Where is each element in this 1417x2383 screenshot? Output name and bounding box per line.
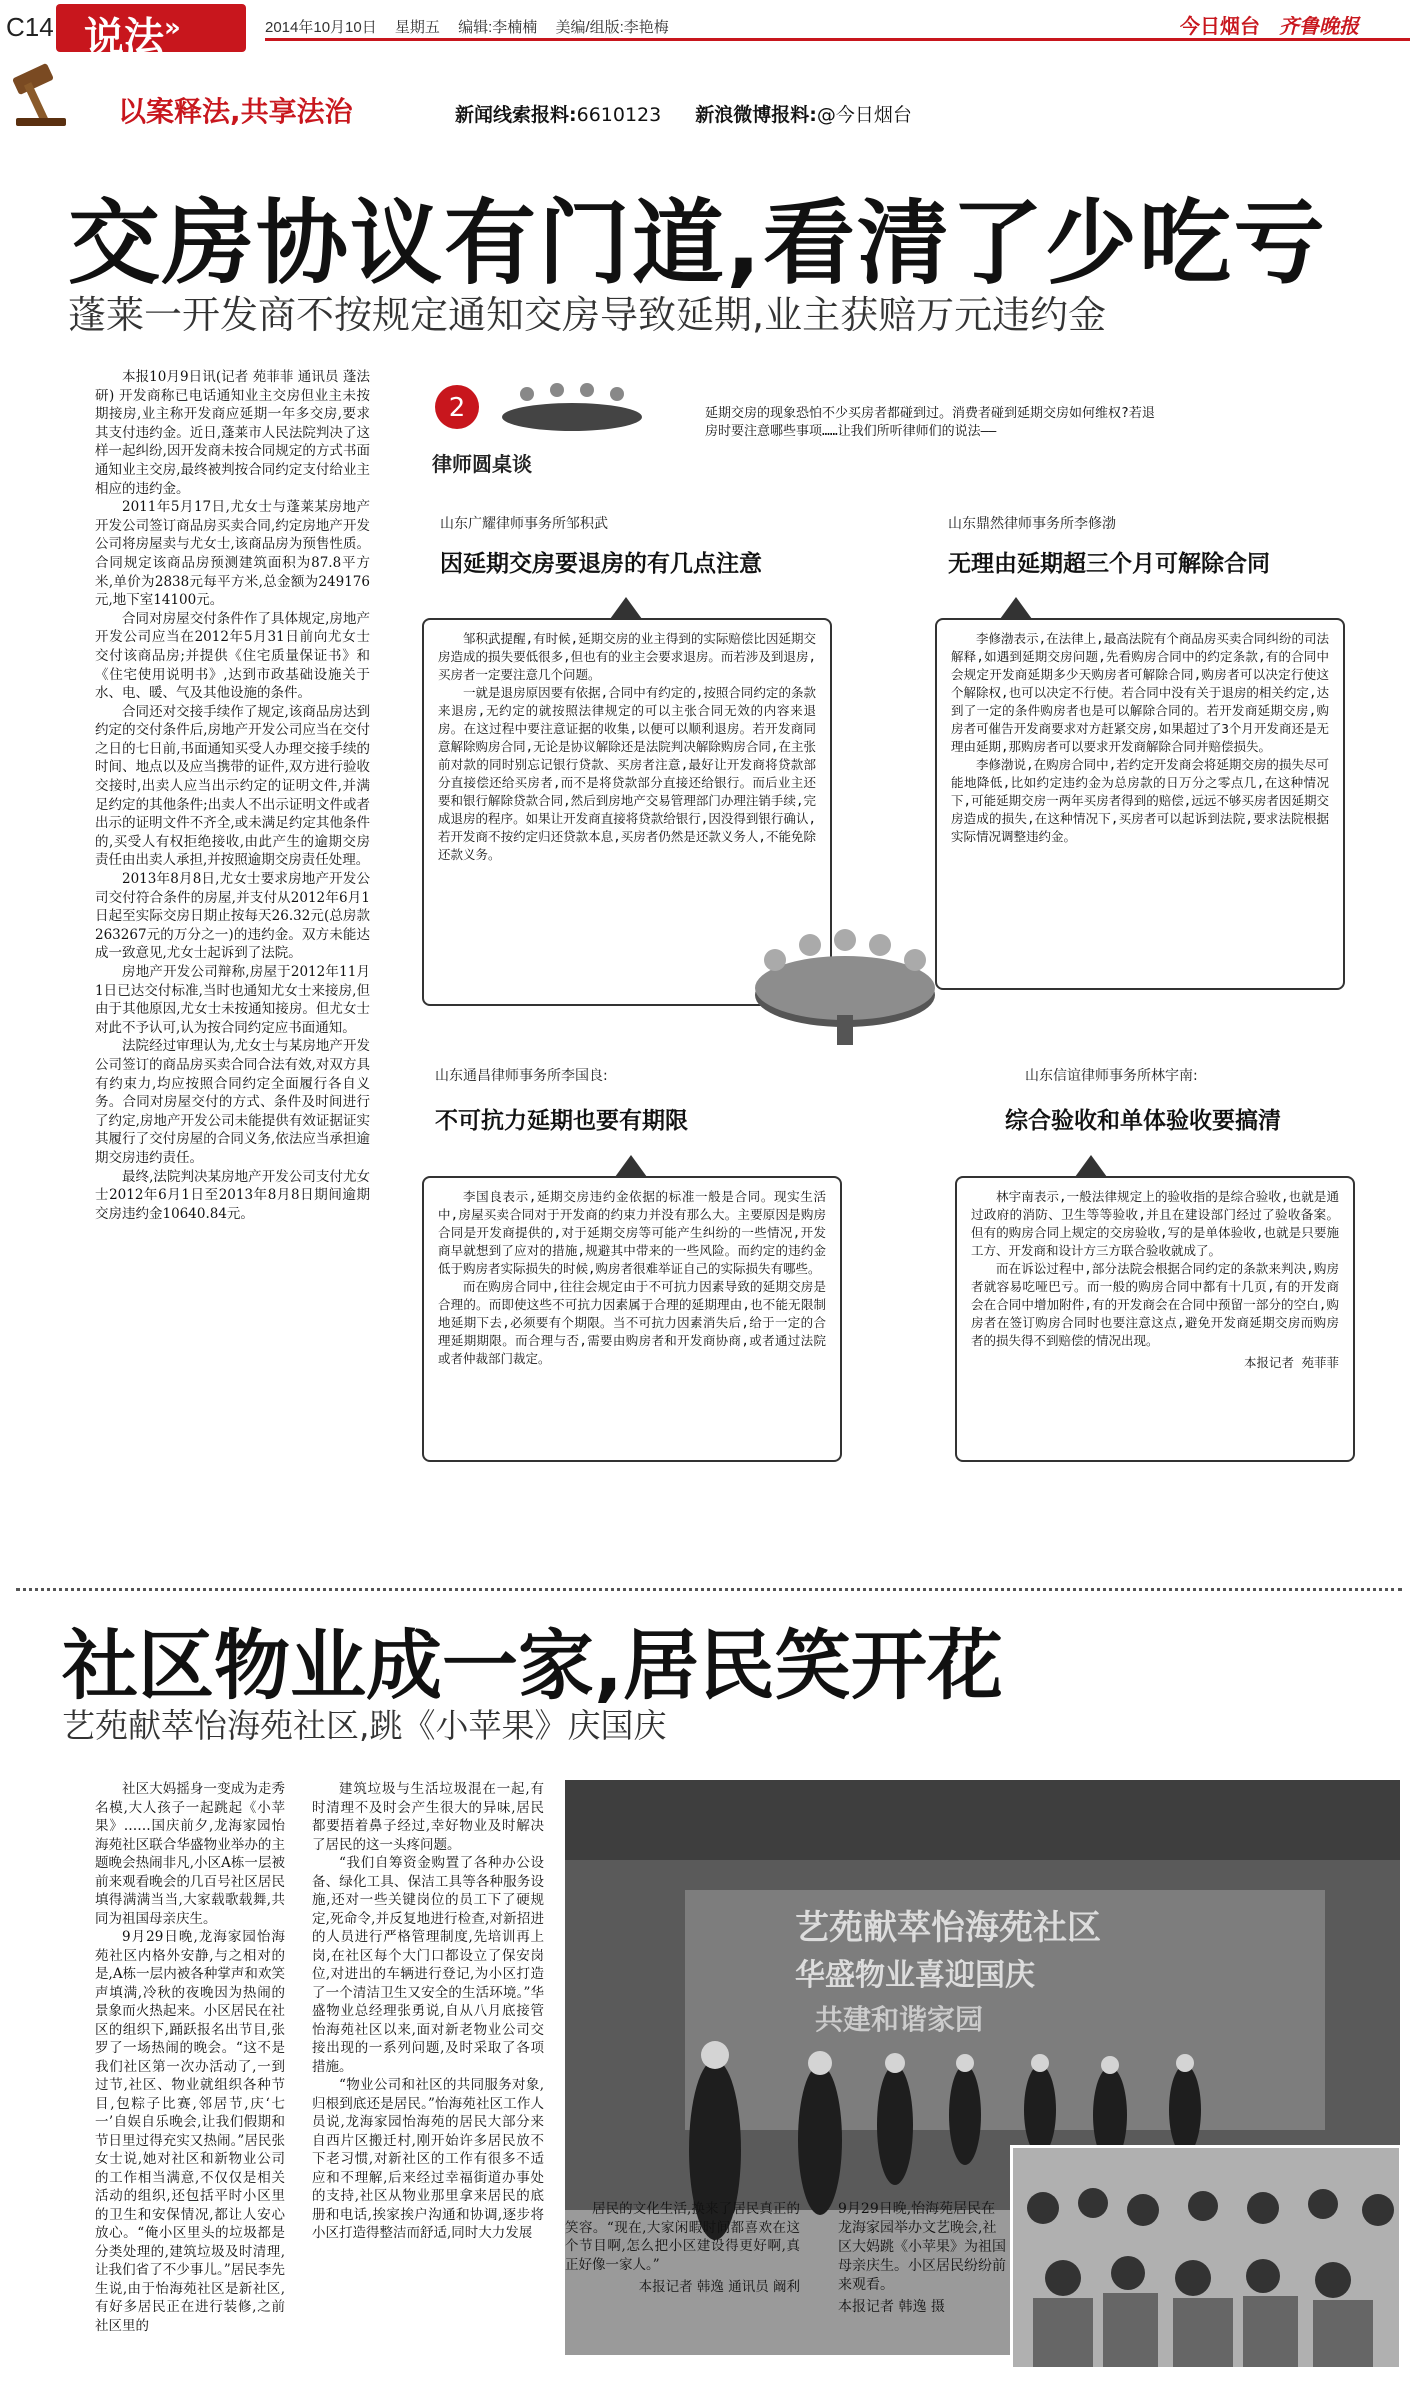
byline: 本报记者 韩逸 通讯员 阚利 [638, 2279, 800, 2295]
paragraph: 一就是退房原因要有依据,合同中有约定的,按照合同约定的条款来退房,无约定的就按照法律规定的可以主张合同无效的内容来退房。在这过程中要注意证据的收集,以便可以顺利退房。若开发商同意解除购房合同,无论是协议解除还是法院判决解除购房合同,在主张前对款的同时别忘记银行贷款、买房者注意,最好让开发商将贷款部分直接偿还给买房者,而不是将贷款部分直接还给银行。而后业主还要和银行解除贷款合同,然后到房地产交易管理部门办理注销手续,完成退房的程序。如果让开发商直接将贷款给银行,因没得到银行确认,若开发商不按约定归还贷款本息,买房者仍然是还款义务人,不能免除还款义务。 [438, 685, 816, 862]
speech-bubble-4 [955, 1176, 1355, 1462]
roundtable-logo [432, 372, 672, 476]
paragraph: 邹积武提醒,有时候,延期交房的业主得到的实际赔偿比因延期交房造成的损失要低很多,但也有的业主会要求退房。而若涉及到退房,买房者一定要注意几个问题。 [438, 631, 816, 682]
roundtable-title-3: 不可抗力延期也要有期限 [435, 1108, 688, 1134]
paragraph: 合同对房屋交付条件作了具体规定,房地产开发公司应当在2012年5月31日前向尤女士交付该商品房;并提供《住宅质量保证书》和《住宅使用说明书》,达到市政基础设施关于水、电、暖、气及其他设施的条件。 [95, 610, 370, 702]
bubble-tail [1000, 597, 1032, 619]
brand-left: 今日烟台 [1180, 14, 1260, 38]
roundtable-label: 律师圆桌谈 [432, 452, 532, 476]
headline-1: 交房协议有门道,看清了少吃亏 [68, 190, 1327, 297]
roundtable-intro: 延期交房的现象恐怕不少买房者都碰到过。消费者碰到延期交房如何维权?若退房时要注意哪些事项……让我们所听律师们的说法—— [705, 406, 1155, 439]
weibo-handle: @今日烟台 [816, 104, 912, 126]
photo-crowd [1013, 2148, 1402, 2370]
paragraph: 林宇南表示,一般法律规定上的验收指的是综合验收,也就是通过政府的消防、卫生等等验收,并且在建设部门经过了验收备案。但有的购房合同上规定的交房验收,写的是单体验收,也就是只要施工方、开发商和设计方三方联合验收就成了。 [971, 1189, 1339, 1258]
paragraph: 李国良表示,延期交房违约金依据的标准一般是合同。现实生活中,房屋买卖合同对于开发商的约束力并没有那么大。主要原因是购房合同是开发商提供的,对于延期交房等可能产生纠纷的一些情况,开发商早就想到了应对的措施,规避其中带来的一些风险。而约定的违约金低于购房者实际损失的时候,购房者很难举证自己的实际损失有哪些。 [438, 1189, 826, 1276]
firm-4: 山东信谊律师事务所林宇南: [1025, 1068, 1198, 1084]
story-2-col-3 [565, 2200, 800, 2297]
story-1-body [95, 368, 370, 1222]
section-divider [16, 1588, 1402, 1591]
photo-caption [838, 2200, 1008, 2317]
page-number: C14 [6, 12, 54, 42]
roundtable-title-4: 综合验收和单体验收要搞清 [1005, 1108, 1281, 1134]
bubble-tail [1075, 1155, 1107, 1177]
roundtable-title-2: 无理由延期超三个月可解除合同 [948, 551, 1270, 577]
firm-1: 山东广耀律师事务所邹积武 [440, 516, 608, 532]
brand-right: 齐鲁晚报 [1278, 14, 1359, 38]
subhead-2: 艺苑献萃怡海苑社区,跳《小苹果》庆国庆 [62, 1706, 667, 1745]
meta-line [265, 16, 683, 37]
paragraph: 社区大妈摇身一变成为走秀名模,大人孩子一起跳起《小苹果》……国庆前夕,龙海家园怡海苑社区联合华盛物业举办的主题晚会热闹非凡,小区A栋一层被前来观看晚会的几百号社区居民填得满满当当,大家载歌载舞,共同为祖国母亲庆生。 [95, 1781, 285, 1927]
caption-text: 9月29日晚,怡海苑居民在龙海家园举办文艺晚会,社区大妈跳《小苹果》为祖国母亲庆生。小区居民纷纷前来观看。 [838, 2201, 1006, 2293]
issue-date: 2014年10月10日 [265, 19, 377, 36]
paragraph: 李修渤表示,在法律上,最高法院有个商品房买卖合同纠纷的司法解释,如遇到延期交房问题,先看购房合同中的约定条款,有的合同中会规定开发商延期多少天购房者可解除合同,购房者可以决定行使这个解除权,也可以决定不行使。若合同中没有关于退房的相关约定,达到了一定的条件购房者也是可以解除合同的。若开发商延期交房,购房者可催告开发商要求对方赶紧交房,如果超过了3个月开发商还是无理由延期,那购房者可以要求开发商解除合同并赔偿损失。 [951, 631, 1329, 754]
paragraph: 9月29日晚,龙海家园怡海苑社区内格外安静,与之相对的是,A栋一层内被各种掌声和欢笑声填满,冷秋的夜晚因为热闹的景象而火热起来。小区居民在社区的组织下,踊跃报名出节目,张罗了一场热闹的晚会。“这不是我们社区第一次办活动了,一到过节,社区、物业就组织各种节目,包粽子比赛,邻居节,庆‘七一’自娱自乐晚会,让我们假期和节日里过得充实又热闹。”居民张女士说,她对社区和新物业公司的工作相当满意,不仅仅是相关活动的组织,还包括平时小区里的卫生和安保情况,都让人安心放心。“俺小区里头的垃圾都是分类处理的,建筑垃圾及时清理,让我们省了不少事儿。”居民李先生说,由于怡海苑社区是新社区,有好多居民正在进行装修,之前社区里的 [95, 1929, 285, 2334]
speech-bubble-3 [422, 1176, 842, 1462]
paragraph: “物业公司和社区的共同服务对象,归根到底还是居民。”怡海苑社区工作人员说,龙海家园怡海苑的居民大部分来自西片区搬迁村,刚开始许多居民放不下老习惯,对新社区的工作有很多不适应和不理解,后来经过幸福街道办事处的支持,社区从物业那里拿来居民的底册和电话,挨家挨户沟通和协调,逐步将小区打造得整洁而舒适,同时大力发展 [312, 2077, 544, 2241]
paragraph: 房地产开发公司辩称,房屋于2012年11月1日已达交付标准,当时也通知尤女士来接房,但由于其他原因,尤女士未按通知接房。但尤女士对此不予认可,认为按合同约定应书面通知。 [95, 964, 370, 1036]
hotline-label: 新闻线索报料: [455, 104, 577, 126]
paragraph: 合同还对交接手续作了规定,该商品房达到约定的交付条件后,房地产开发公司应当在交付之日的七日前,书面通知买受人办理交接手续的时间、地点以及应当携带的证件,双方进行验收交接时,出卖人应当出示约定的证明文件,并满足约定的其他条件;出卖人不出示证明文件或者出示的证明文件不齐全,或未满足约定其他条件的,买受人有权拒绝接收,由此产生的逾期交房责任由出卖人承担,并按照逾期交房责任处理。 [95, 703, 370, 869]
speech-bubble-2 [935, 618, 1345, 990]
paragraph: 李修渤说,在购房合同中,若约定开发商会将延期交房的损失尽可能地降低,比如约定违约金为总房款的日万分之零点几,在这种情况下,可能延期交房一两年买房者得到的赔偿,远远不够买房者因延期交房造成的损失,在这种情况下,买房者可以起诉到法院,要求法院根据实际情况调整违约金。 [951, 757, 1329, 844]
caption-byline: 本报记者 韩逸 摄 [838, 2299, 945, 2315]
round-table-illustration [745, 900, 945, 1050]
story-2-col-2 [312, 1780, 544, 2243]
weibo-label: 新浪微博报料: [695, 104, 817, 126]
section-badge [56, 4, 246, 61]
paragraph: 最终,法院判决某房地产开发公司支付尤女士2012年6月1日至2013年8月8日期间逾期交房违约金10640.84元。 [95, 1168, 370, 1222]
paragraph: 居民的文化生活,换来了居民真正的笑容。“现在,大家闲暇时间都喜欢在这个节目啊,怎么把小区建设得更好啊,真正好像一家人。” [565, 2201, 800, 2273]
hotline [455, 100, 912, 127]
photo-banner-line-3: 共建和谐家园 [815, 2003, 984, 2036]
headline-2: 社区物业成一家,居民笑开花 [62, 1621, 1003, 1710]
roundtable-title-1: 因延期交房要退房的有几点注意 [440, 551, 762, 577]
byline: 本报记者 苑菲菲 [1243, 1355, 1339, 1370]
paragraph: 而在诉讼过程中,部分法院会根据合同约定的条款来判决,购房者就容易吃哑巴亏。而一般的购房合同中都有十几页,有的开发商会在合同中增加附件,有的开发商会在合同中预留一部分的空白,购房者在签订购房合同时也要注意这点,避免开发商延期交房而购房者的损失得不到赔偿的情况出现。 [971, 1261, 1339, 1348]
paragraph: 建筑垃圾与生活垃圾混在一起,有时清理不及时会产生很大的异味,居民都要捂着鼻子经过,幸好物业及时解决了居民的这一头疼问题。 [312, 1781, 544, 1853]
issue-weekday: 星期五 [394, 19, 440, 36]
bubble-tail [610, 597, 642, 619]
subhead-1: 蓬莱一开发商不按规定通知交房导致延期,业主获赔万元违约金 [68, 293, 1107, 337]
page-header [0, 0, 1417, 150]
paragraph: 2013年8月8日,尤女士要求房地产开发公司交付符合条件的房屋,并支付从2012年6月1日起至实际交房日期止按每天26.32元(总房款263267元的万分之一)的违约金。双方未能达成一致意见,尤女士起诉到了法院。 [95, 871, 370, 962]
chevron-right-icon: » [164, 13, 181, 43]
art-editor: 美编/组版:李艳梅 [555, 19, 669, 36]
paragraph: 法院经过审理认为,尤女士与某房地产开发公司签订的商品房买卖合同合法有效,对双方具有约束力,均应按照合同约定全面履行各自义务。合同对房屋交付的方式、条件及时间进行了约定,房地产开发公司未能提供有效证据证实其履行了交付房屋的合同义务,依法应当承担逾期交房违约责任。 [95, 1038, 370, 1166]
gavel-icon [6, 60, 76, 130]
paragraph: 而在购房合同中,往往会规定由于不可抗力因素导致的延期交房是合理的。而即使这些不可抗力因素属于合理的延期理由,也不能无限制地延期下去,必须要有个期限。当不可抗力因素消失后,给于一定的合理延期期限。而合理与否,需要由购房者和开发商协商,或者通过法院或者仲裁部门裁定。 [438, 1279, 826, 1366]
hotline-number: 6610123 [576, 104, 662, 126]
paragraph: “我们自筹资金购置了各种办公设备、绿化工具、保洁工具等各种服务设施,还对一些关键岗位的员工下了硬规定,死命令,并反复地进行检查,对新招进的人员进行严格管理制度,先培训再上岗,在社区每个大门口都设立了保安岗位,对进出的车辆进行登记,为小区打造了一个清洁卫生又安全的生活环境。”华盛物业总经理张勇说,自从八月底接管怡海苑社区以来,面对新老物业公司交接出现的一系列问题,及时采取了各项措施。 [312, 1855, 544, 2075]
section-label: 说法 [84, 14, 164, 61]
photo-banner-line-2: 华盛物业喜迎国庆 [795, 1958, 1035, 1993]
paragraph: 本报10月9日讯(记者 苑菲菲 通讯员 蓬法研) 开发商称已电话通知业主交房但业主未按期接房,业主称开发商应延期一年多交房,要求其支付违约金。近日,蓬莱市人民法院判决了这样一起纠纷,因开发商未按合同规定的方式书面通知业主交房,最终被判按合同约定支付给业主相应的违约金。 [95, 369, 370, 497]
firm-3: 山东通昌律师事务所李国良: [435, 1068, 608, 1084]
bubble-tail [615, 1155, 647, 1177]
slogan: 以案释法,共享法治 [118, 95, 353, 128]
story-2-col-1 [95, 1780, 285, 2335]
paragraph: 2011年5月17日,尤女士与蓬莱某房地产开发公司签订商品房买卖合同,约定房地产开发公司将房屋卖与尤女士,该商品房为预售性质。合同规定该商品房预测建筑面积为87.8平方米,单价为2838元每平方米,总金额为249176元,地下室14100元。 [95, 499, 370, 609]
editor: 编辑:李楠楠 [458, 19, 538, 36]
firm-2: 山东鼎然律师事务所李修渤 [948, 516, 1116, 532]
photo-banner: 艺苑献萃怡海苑社区 [795, 1908, 1101, 1948]
brand [1180, 10, 1359, 39]
lawyer-meeting-icon [432, 372, 672, 442]
header-rule [265, 38, 1410, 41]
svg-text:2: 2 [448, 393, 466, 423]
photo-audience [1010, 2145, 1402, 2370]
